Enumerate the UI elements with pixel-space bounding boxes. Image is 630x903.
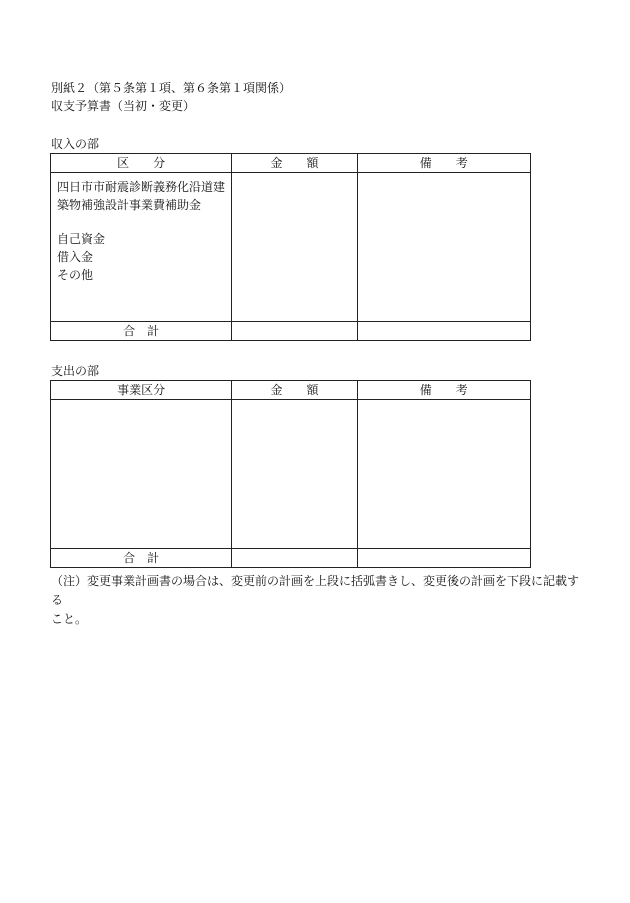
expense-total-amount-cell[interactable] (232, 549, 357, 568)
income-total-amount-cell[interactable] (232, 322, 357, 341)
expense-category-cell[interactable] (51, 400, 232, 549)
income-remarks-cell[interactable] (357, 173, 530, 322)
expense-header-row (51, 381, 531, 400)
footnote-line-2: こと。 (51, 612, 88, 626)
income-total-label: 合 計 (51, 322, 232, 341)
expense-section-label: 支出の部 (51, 364, 100, 378)
footnote-line-1: （注）変更事業計画書の場合は、変更前の計画を上段に括弧書きし、変更後の計画を下段に記載する (51, 574, 580, 607)
income-col-remarks: 備 考 (357, 154, 530, 173)
expense-table (50, 380, 531, 568)
income-item-other: その他 (57, 268, 94, 282)
expense-amount-cell[interactable] (232, 400, 357, 549)
income-section-label: 収入の部 (51, 137, 100, 151)
footnote (51, 572, 581, 629)
expense-col-remarks: 備 考 (357, 381, 530, 400)
expense-col-amount: 金 額 (232, 381, 357, 400)
income-body-row (51, 173, 531, 322)
expense-body-row (51, 400, 531, 549)
income-col-category: 区 分 (51, 154, 232, 173)
expense-col-category: 事業区分 (51, 381, 232, 400)
income-item-own-funds: 自己資金 (57, 232, 106, 246)
income-table (50, 153, 531, 341)
income-total-remarks-cell[interactable] (357, 322, 530, 341)
expense-total-label: 合 計 (51, 549, 232, 568)
income-header-row (51, 154, 531, 173)
income-item-loan: 借入金 (57, 250, 94, 264)
income-item-subsidy: 四日市市耐震診断義務化沿道建築物補強設計事業費補助金 (57, 180, 226, 212)
expense-total-row (51, 549, 531, 568)
income-amount-cell[interactable] (232, 173, 357, 322)
document-reference: 別紙２（第５条第１項、第６条第１項関係） (51, 81, 292, 95)
income-total-row (51, 322, 531, 341)
expense-remarks-cell[interactable] (357, 400, 530, 549)
document-title: 収支予算書（当初・変更） (51, 99, 196, 113)
expense-total-remarks-cell[interactable] (357, 549, 530, 568)
income-category-cell (51, 173, 232, 322)
income-col-amount: 金 額 (232, 154, 357, 173)
